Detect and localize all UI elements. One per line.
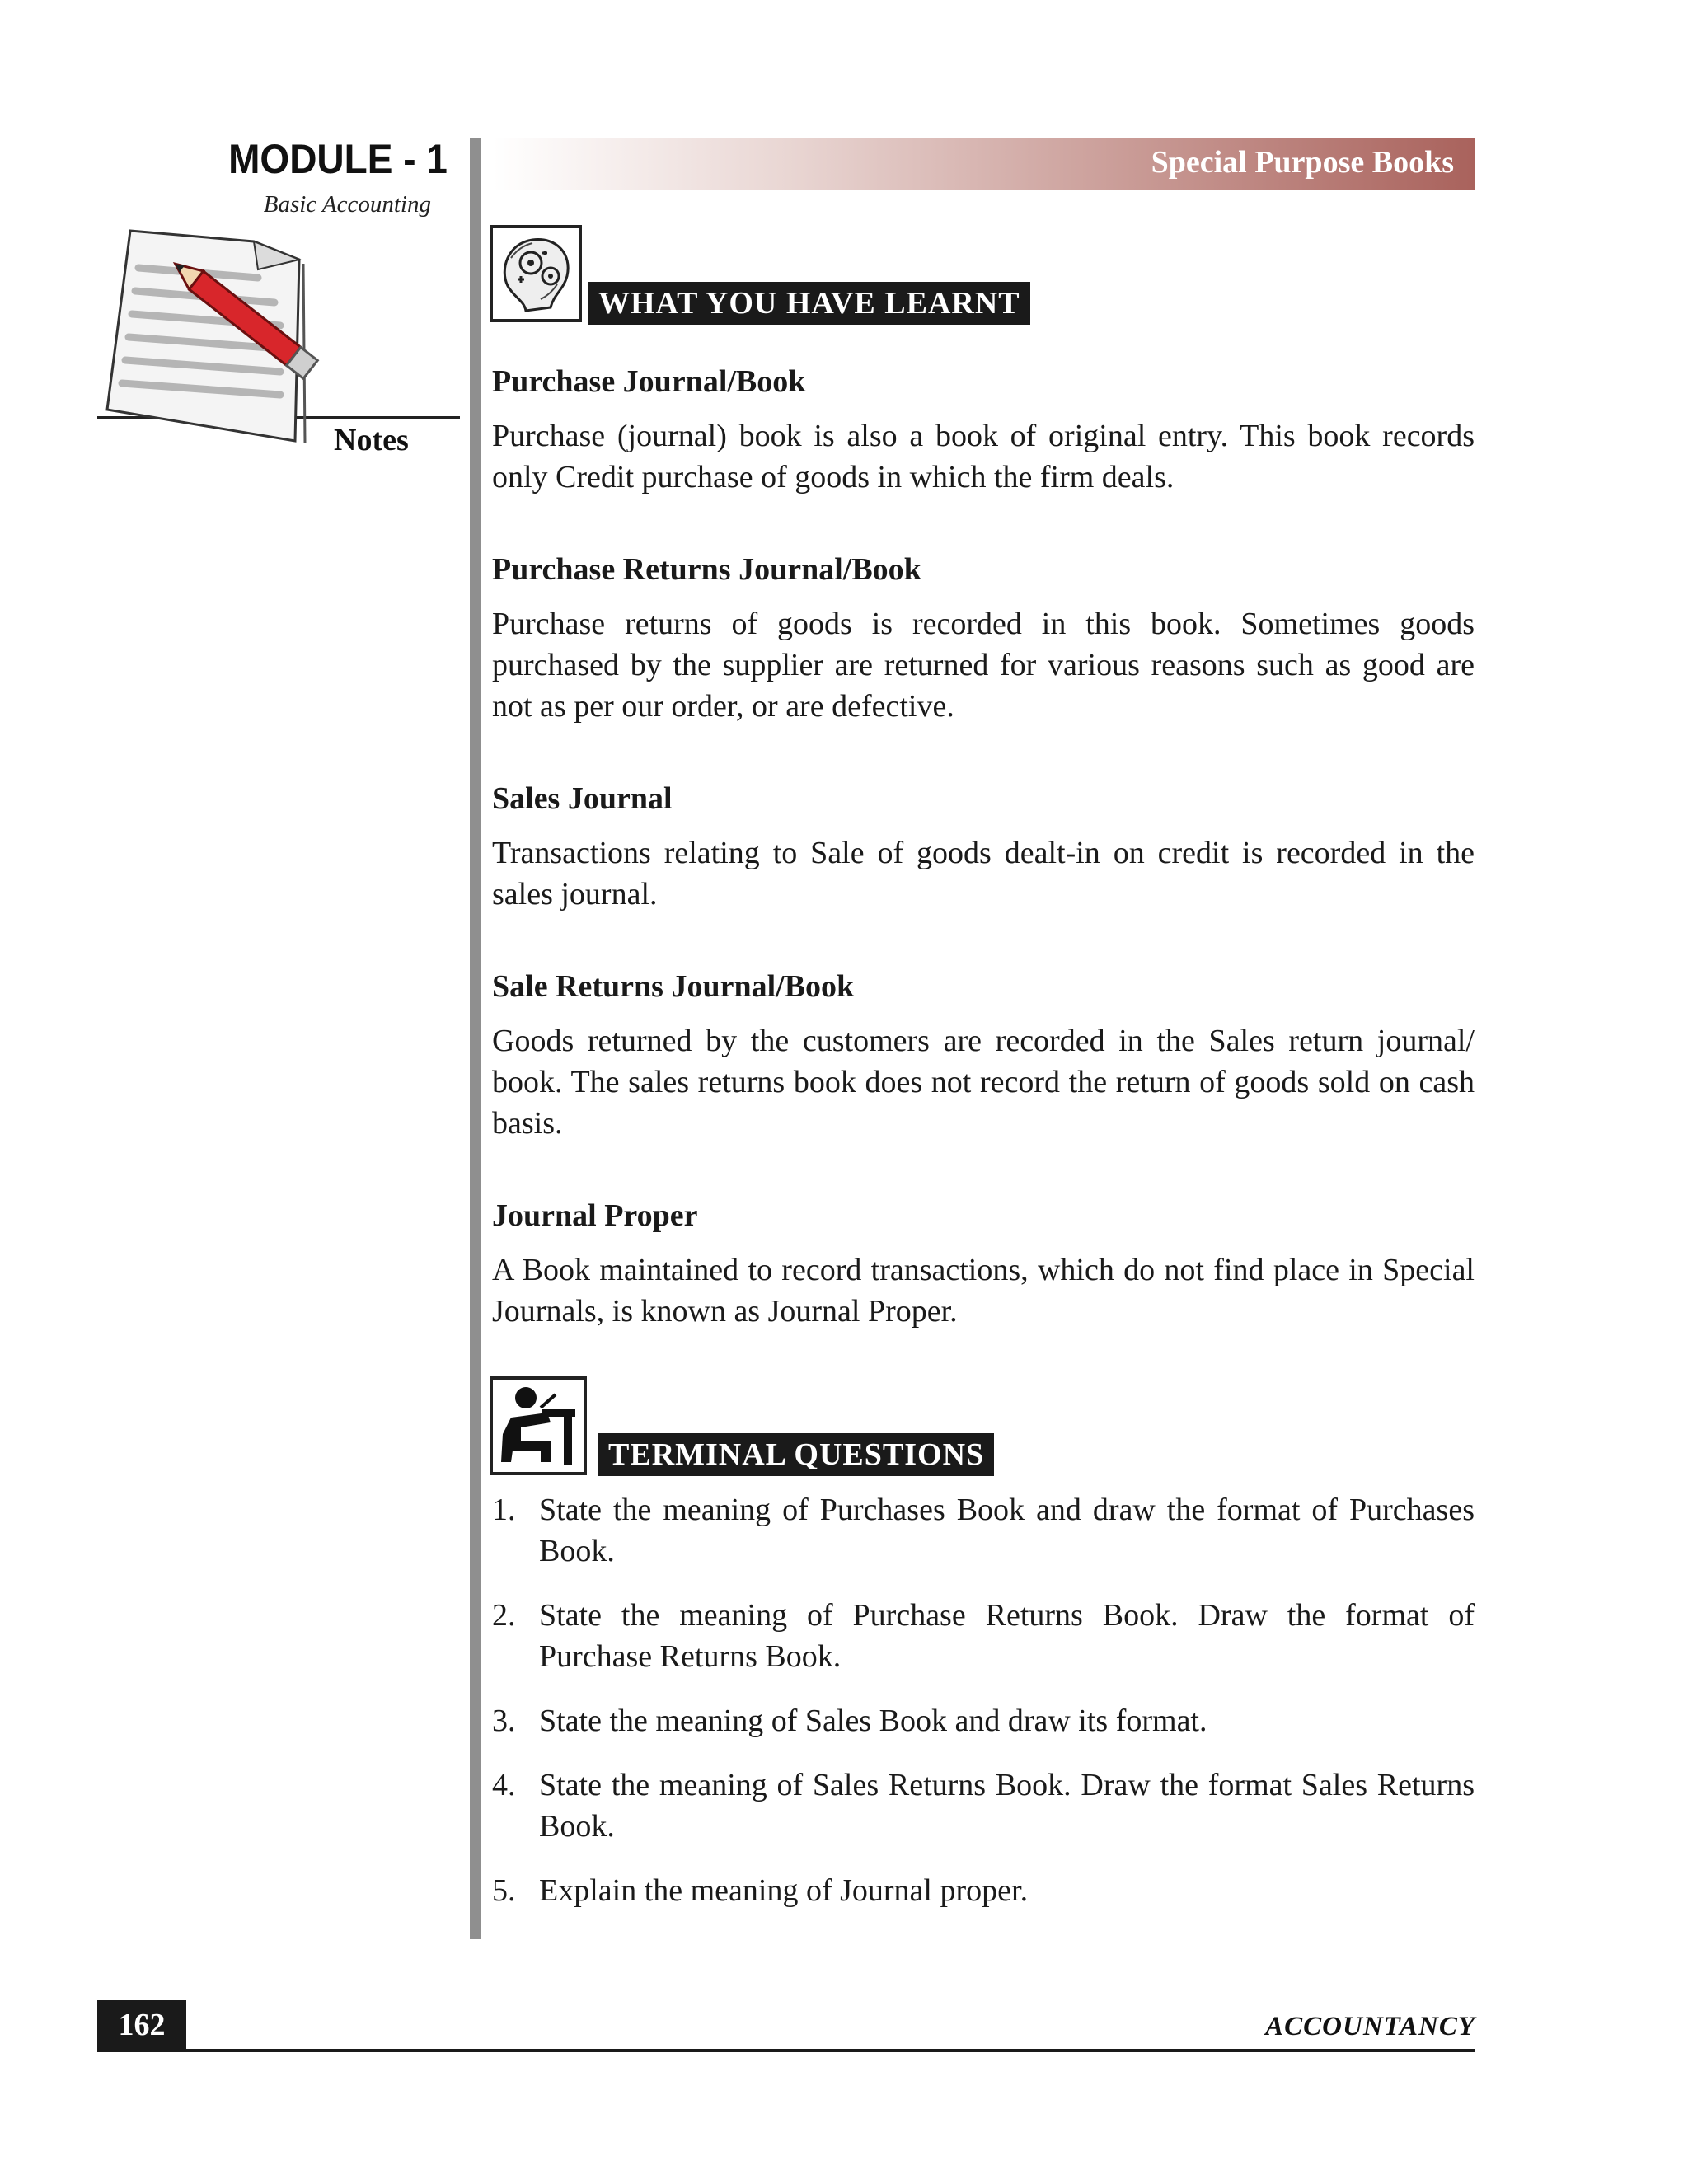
notes-label: Notes — [334, 423, 409, 457]
list-item — [492, 1595, 1475, 1677]
question-text: State the meaning of Sales Returns Book. Draw the format Sales Returns Book. — [539, 1768, 1475, 1844]
learnt-item — [492, 1195, 1475, 1332]
item-body: A Book maintained to record transactions, which do not find place in Special Journals, is known as Journal Proper. — [492, 1253, 1475, 1329]
item-body: Purchase (journal) book is also a book of original entry. This book records only Credit purchase of goods in which the firm deals. — [492, 419, 1475, 494]
item-title: Journal Proper — [492, 1198, 698, 1233]
list-item — [492, 1489, 1475, 1572]
question-number: 5. — [492, 1873, 516, 1908]
learnt-content — [492, 361, 1475, 1383]
question-text: State the meaning of Purchase Returns Book. Draw the format of Purchase Returns Book. — [539, 1598, 1475, 1674]
page-number: 162 — [97, 2000, 186, 2050]
student-at-desk-icon — [490, 1376, 587, 1475]
section-heading-learnt: WHAT YOU HAVE LEARNT — [588, 282, 1030, 325]
chapter-title: Special Purpose Books — [1151, 145, 1454, 180]
question-number: 3. — [492, 1704, 516, 1738]
list-item — [492, 1765, 1475, 1847]
chapter-header-bar — [493, 138, 1475, 190]
section-heading-questions: TERMINAL QUESTIONS — [598, 1433, 994, 1476]
item-title: Sale Returns Journal/Book — [492, 969, 855, 1004]
learnt-item — [492, 966, 1475, 1144]
question-text: State the meaning of Sales Book and draw its format. — [539, 1704, 1207, 1738]
item-body: Purchase returns of goods is recorded in this book. Sometimes goods purchased by the supplier are returned for various reasons such as good are not as per our order, or are defective. — [492, 607, 1475, 724]
list-item — [492, 1870, 1475, 1911]
question-list — [492, 1489, 1475, 1934]
question-text: Explain the meaning of Journal proper. — [539, 1873, 1029, 1908]
brain-gears-icon — [490, 225, 582, 322]
learnt-item — [492, 361, 1475, 498]
list-item — [492, 1700, 1475, 1741]
footer-subject: ACCOUNTANCY — [1265, 2012, 1475, 2041]
margin-rule — [470, 138, 481, 1939]
item-body: Goods returned by the customers are recorded in the Sales return journal/ book. The sales returns book does not record the return of goods sold on cash basis. — [492, 1024, 1475, 1141]
module-title: MODULE - 1 — [228, 136, 448, 182]
question-text: State the meaning of Purchases Book and draw the format of Purchases Book. — [539, 1493, 1475, 1568]
question-number: 1. — [492, 1493, 516, 1527]
module-subtitle: Basic Accounting — [263, 191, 431, 218]
footer-rule — [97, 2049, 1475, 2052]
item-body: Transactions relating to Sale of goods dealt-in on credit is recorded in the sales journal. — [492, 836, 1475, 912]
item-title: Sales Journal — [492, 781, 673, 816]
question-number: 2. — [492, 1598, 516, 1633]
learnt-item — [492, 549, 1475, 727]
question-number: 4. — [492, 1768, 516, 1802]
item-title: Purchase Journal/Book — [492, 364, 806, 399]
item-title: Purchase Returns Journal/Book — [492, 552, 921, 587]
learnt-item — [492, 778, 1475, 915]
